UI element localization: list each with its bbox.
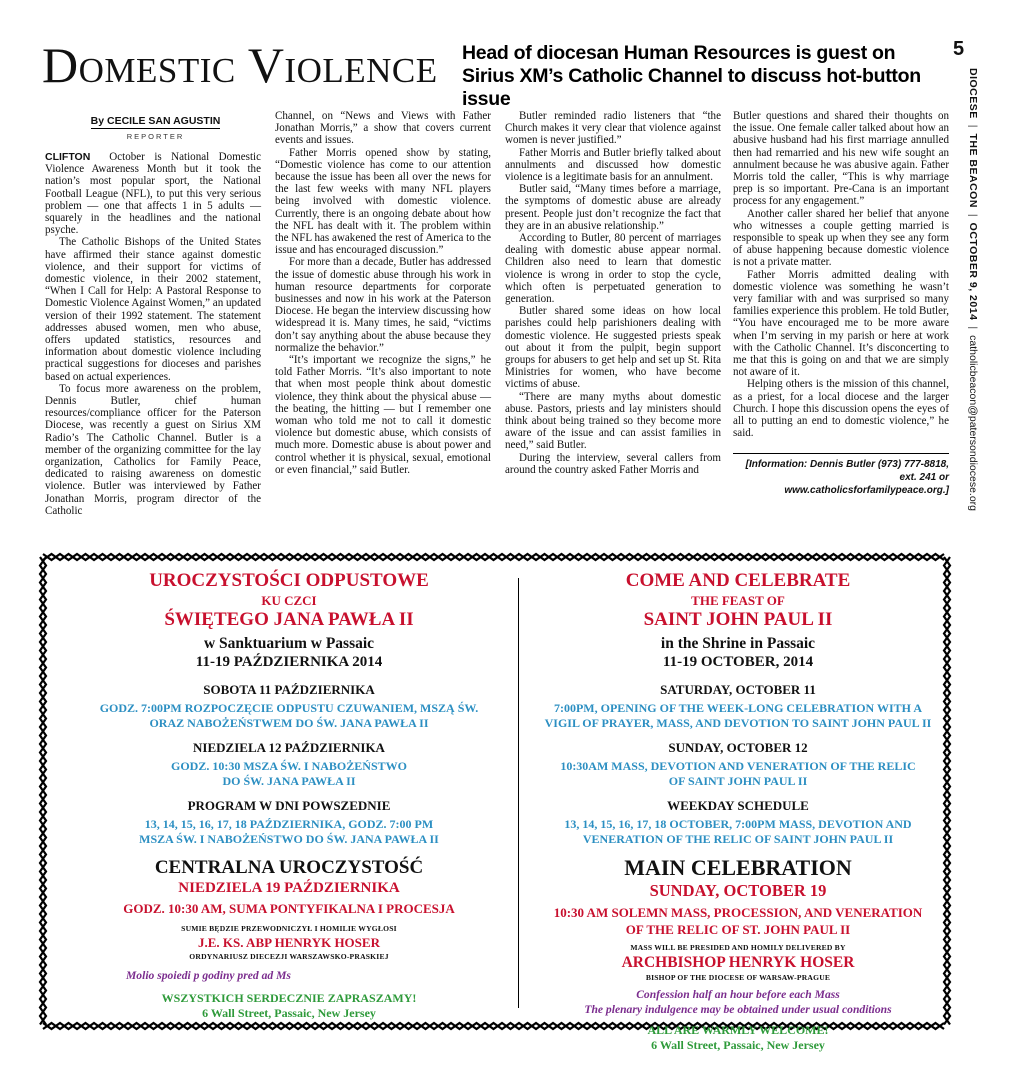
paragraph: For more than a decade, Butler has addressed the issue of domestic abuse through his work in human resource departments for corporate businesses and now in his work at the Paterson Diocese. He began the interview discussing how widespread it is. Many times, he said, “victims don’t say anything about the abuse because they normalize the behavior.”	[275, 256, 491, 354]
en-welcome: ALL ARE WARMLY WELCOME!	[647, 1023, 829, 1037]
en-heading: COME AND CELEBRATE	[625, 570, 851, 591]
pl-welcome: WSZYSTKICH SERDECZNIE ZAPRASZAMY!	[161, 991, 417, 1005]
paragraph: Father Morris and Butler briefly talked about annulments and discussed how domestic violence is a legitimate basis for an annulment.	[505, 146, 721, 184]
pl-day-1-detail: GODZ. 7:00PM ROZPOCZĘCIE ODPUSTU CZUWANIEM, MSZĄ ŚW.	[99, 701, 479, 715]
pl-day-2-detail: GODZ. 10:30 MSZA ŚW. I NABOŻEŃSTWO	[171, 759, 407, 773]
folio-section: DIOCESE	[967, 68, 979, 119]
en-confession: Confession half an hour before each Mass	[636, 988, 840, 1001]
folio-website[interactable]: catholicbeacon@patersondiocese.org	[967, 335, 979, 512]
pl-presider: J.E. KS. ABP HENRYK HOSER	[198, 935, 380, 950]
ad-divider	[518, 578, 519, 1008]
paragraph: Helping others is the mission of this channel, as a priest, for a local diocese and the larger Church. I hope this discussion opens the eyes of all to putting an end to domestic violence,” he said.	[733, 378, 949, 440]
paragraph: “It’s important we recognize the signs,” he told Father Morris. “It’s also important to note that when most people think about domestic violence, they think about the physical abuse — the beating, the hitting — but I remember one woman who told me not to call it domestic violence but domestic abuse, which consists of much more. Domestic abuse is about power and control whether it is physical, sexual, emotional or even financial,” said Butler.	[275, 354, 491, 476]
paragraph: According to Butler, 80 percent of marriages dealing with domestic abuse appear normal. Children also need to learn that domestic violence is wrong in order to stop the cycle, which often is perpetuated generation to generation.	[505, 232, 721, 306]
en-presider-note: MASS WILL BE PRESIDED AND HOMILY DELIVERED BY	[630, 943, 846, 952]
pl-heading: UROCZYSTOŚCI ODPUSTOWE	[149, 570, 429, 591]
pl-main-time: GODZ. 10:30 AM, SUMA PONTYFIKALNA I PROCESJA	[123, 901, 455, 916]
pl-dates: 11-19 PAŹDZIERNIKA 2014	[195, 654, 383, 670]
en-day-1: SATURDAY, OCTOBER 11	[660, 682, 816, 697]
pl-day-1: SOBOTA 11 PAŹDZIERNIKA	[203, 682, 375, 697]
pl-address: 6 Wall Street, Passaic, New Jersey	[202, 1006, 376, 1020]
en-main-celebration: MAIN CELEBRATION	[624, 855, 852, 880]
pl-subheading: KU CZCI	[261, 593, 317, 608]
folio-strip: DIOCESE|THE BEACON|OCTOBER 9, 2014|catholicbeacon@patersondiocese.org	[967, 68, 979, 512]
article-column-2	[275, 110, 491, 476]
article-column-3	[505, 110, 721, 476]
en-main-date: SUNDAY, OCTOBER 19	[649, 881, 827, 900]
en-presider-title: BISHOP OF THE DIOCESE OF WARSAW-PRAGUE	[645, 973, 831, 982]
dateline: CLIFTON	[45, 151, 91, 163]
en-saint-name: SAINT JOHN PAUL II	[643, 609, 833, 630]
pl-location: w Sanktuarium w Passaic	[203, 635, 375, 652]
en-dates: 11-19 OCTOBER, 2014	[662, 654, 814, 670]
article-column-4	[733, 110, 949, 497]
en-main-time: 10:30 AM SOLEMN MASS, PROCESSION, AND VENERATION	[553, 905, 923, 920]
pl-presider-title: ORDYNARIUSZ DIECEZJI WARSZAWSKO-PRASKIEJ	[189, 952, 389, 961]
paragraph: Channel, on “News and Views with Father Jonathan Morris,” a show that covers current events and issues.	[275, 110, 491, 147]
en-location: in the Shrine in Passaic	[660, 635, 816, 652]
pl-main-celebration: CENTRALNA UROCZYSTOŚĆ	[154, 857, 424, 878]
paragraph: Butler shared some ideas on how local parishes could help parishioners dealing with domestic violence. He suggested priests speak out about it from the pulpit, begin support groups for abusers to get help and set up St. Rita Ministries for women, who have become victims of abuse.	[505, 305, 721, 391]
folio-publication: THE BEACON	[967, 133, 979, 208]
en-weekday-detail: 13, 14, 15, 16, 17, 18 OCTOBER, 7:00PM MASS, DEVOTION AND	[564, 817, 912, 831]
polish-announcement	[74, 570, 504, 1021]
paragraph: Another caller shared her belief that anyone who witnesses a couple getting married is responsible to speak up when they see any form of abuse happening because domestic violence is not a private matter.	[733, 207, 949, 269]
paragraph: To focus more awareness on the problem, Dennis Butler, chief human resources/compliance officer for the Paterson Diocese, was recently a guest on Sirius XM Radio’s The Catholic Channel. Butler is a member of the organizing committee for the lay organization, Catholics for Family Peace, dedicated to raising awareness on domestic violence. Butler was interviewed by Father Jonathan Morris, program director of the Catholic	[45, 382, 261, 517]
en-weekday-detail: VENERATION OF THE RELIC OF SAINT JOHN PAUL II	[582, 832, 894, 846]
paragraph: Father Morris opened show by stating, “Domestic violence has come to our attention because the issue has been all over the news for the last few weeks with many NFL players being involved with domestic violence. Currently, there is an ongoing debate about how the NFL has dealt with it. The problem within the NFL has awakened the rest of America to the issue and has encouraged discussion.”	[275, 146, 491, 257]
paragraph: “There are many myths about domestic abuse. Pastors, priests and lay ministers should think about being trained so they become more aware of the issue and can assist families in need,” said Butler.	[505, 390, 721, 452]
paragraph: Father Morris admitted dealing with domestic violence was something he wasn’t very familiar with and was surprised so many families experience this problem. He told Butler, “You have encouraged me to be more aware when I’m serving in my parish or here at work with the Catholic Channel. It’s disconcerting to me that this is going on and that we are simply not aware of it.	[733, 268, 949, 379]
pl-weekday-detail: 13, 14, 15, 16, 17, 18 PAŹDZIERNIKA, GODZ. 7:00 PM	[144, 817, 434, 831]
info-note: [Information: Dennis Butler (973) 777-8818, ext. 241 or www.catholicsforfamilypeace.org.]	[733, 453, 949, 497]
masthead	[42, 28, 937, 110]
en-weekday-heading: WEEKDAY SCHEDULE	[667, 798, 809, 813]
pl-main-date: NIEDZIELA 19 PAŹDZIERNIKA	[178, 880, 400, 896]
en-presider: ARCHBISHOP HENRYK HOSER	[621, 954, 855, 971]
en-day-1-detail: 7:00PM, OPENING OF THE WEEK-LONG CELEBRATION WITH A	[553, 701, 923, 715]
paragraph: The Catholic Bishops of the United States have affirmed their stance against domestic violence, and their support for victims of domestic violence, in their 2002 statement, “When I Call for Help: A Pastoral Response to Domestic Violence Against Women,” an updated version of their 1992 statement. The statement addresses abused women, men who abuse, offers updated statistics, resources and information about domestic violence including practical suggestions for dioceses and parishes based on actual experiences.	[45, 236, 261, 383]
pl-day-2-detail: DO ŚW. JANA PAWŁA II	[222, 774, 356, 788]
pl-presider-note: SUMIE BĘDZIE PRZEWODNICZYŁ I HOMILIE WYGŁOSI	[181, 924, 397, 933]
feast-advertisement	[34, 548, 956, 1052]
article-column-1	[45, 151, 261, 517]
pl-saint-name: ŚWIĘTEGO JANA PAWŁA II	[164, 609, 414, 630]
page-number: 5	[953, 38, 965, 60]
author-role: REPORTER	[126, 132, 185, 141]
en-day-2-detail: OF SAINT JOHN PAUL II	[668, 774, 808, 788]
paragraph: During the interview, several callers from around the country asked Father Morris and	[505, 451, 721, 476]
en-indulgence: The plenary indulgence may be obtained under usual conditions	[584, 1003, 892, 1016]
en-day-1-detail: VIGIL OF PRAYER, MASS, AND DEVOTION TO SAINT JOHN PAUL II	[544, 716, 932, 730]
english-announcement	[532, 570, 944, 1053]
subheadline: Head of diocesan Human Resources is guest on Sirius XM’s Catholic Channel to discuss hot-button issue	[462, 42, 921, 110]
paragraph: October is National Domestic Violence Awareness Month but it took the nation’s most popular sport, the National Football League (NFL), to put this very serious problem — one that affects 1 in 5 adults — squarely in the headlines and the national psyche.	[45, 151, 262, 237]
en-day-2-detail: 10:30AM MASS, DEVOTION AND VENERATION OF THE RELIC	[560, 759, 916, 773]
en-main-time: OF THE RELIC OF ST. JOHN PAUL II	[625, 922, 851, 937]
paragraph: Butler reminded radio listeners that “the Church makes it very clear that violence against women is never justified.”	[505, 110, 721, 147]
en-address: 6 Wall Street, Passaic, New Jersey	[651, 1038, 825, 1052]
byline	[48, 111, 263, 141]
paragraph: Butler questions and shared their thoughts on the issue. One female caller talked about how an abusive husband had his first marriage annulled then had remarried and his new wife sought an annulment because he was abusive again. Father Morris told the caller, “This is why marriage prep is so important. Pre-Cana is an important process for any engagement.”	[733, 110, 949, 208]
en-subheading: THE FEAST OF	[691, 593, 785, 608]
pl-day-2: NIEDZIELA 12 PAŹDZIERNIKA	[193, 740, 385, 755]
pl-day-1-detail: ORAZ NABOŻEŃSTWEM DO ŚW. JANA PAWŁA II	[149, 716, 429, 730]
pl-weekday-detail: MSZA ŚW. I NABOŻEŃSTWO DO ŚW. JANA PAWŁA II	[139, 832, 439, 846]
pl-weekday-heading: PROGRAM W DNI POWSZEDNIE	[187, 798, 391, 813]
headline: Domestic Violence	[42, 37, 438, 93]
en-day-2: SUNDAY, OCTOBER 12	[668, 740, 808, 755]
pl-confession: Molio spoiedi p godiny pred ad Ms	[126, 969, 291, 982]
folio-date: OCTOBER 9, 2014	[967, 222, 979, 321]
paragraph: Butler said, “Many times before a marriage, the symptoms of domestic abuse are already present. People just don’t recognize the fact that they are in an abusive relationship.”	[505, 183, 721, 232]
author: By CECILE SAN AGUSTIN	[90, 115, 221, 127]
